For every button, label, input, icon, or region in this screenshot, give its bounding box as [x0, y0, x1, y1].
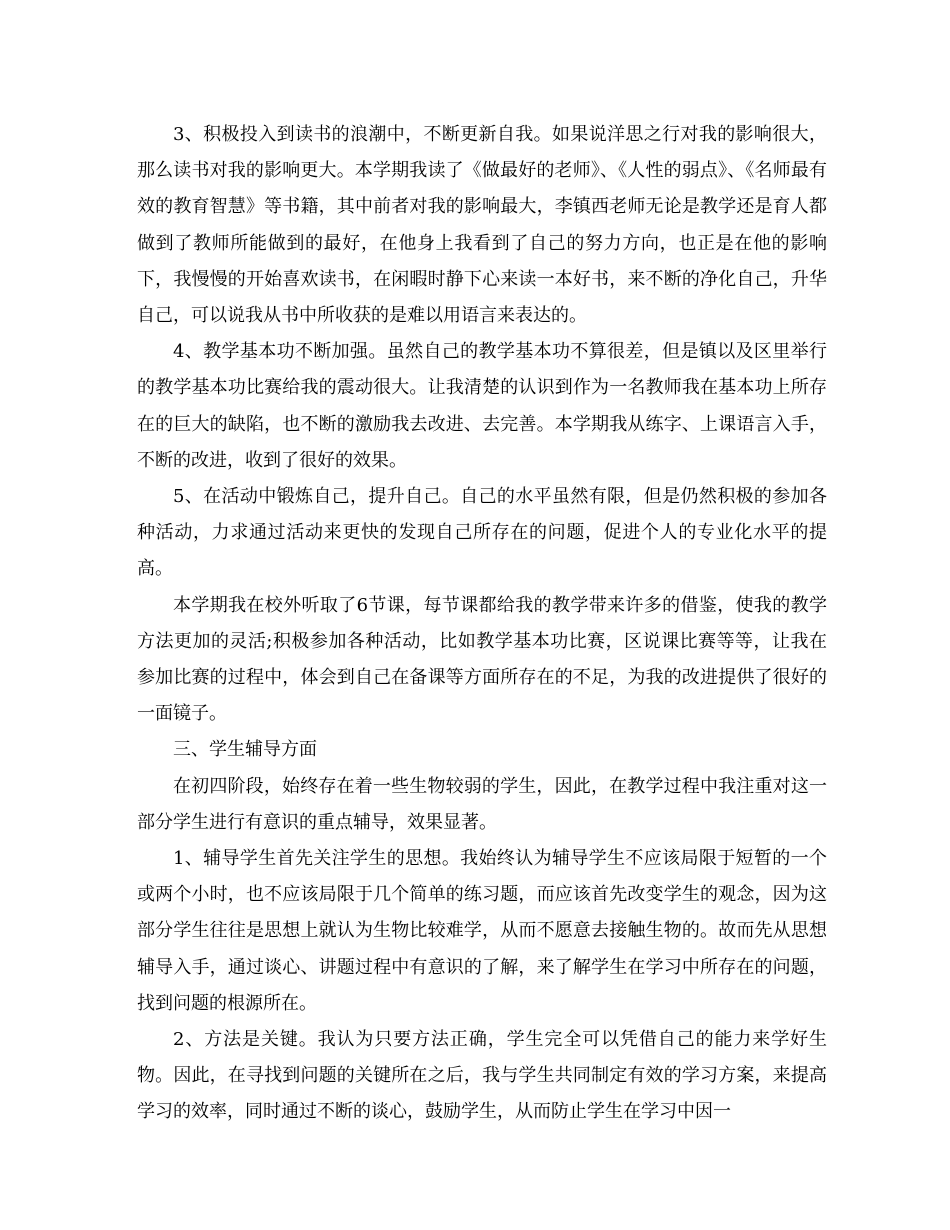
paragraph-reading: 3、积极投入到读书的浪潮中，不断更新自我。如果说洋思之行对我的影响很大，那么读书对我的影响更大。本学期我读了《做最好的老师》、《人性的弱点》、《名师最有效的教育智慧》等书籍，其中前者对我的影响最大，李镇西老师无论是教学还是育人都做到了教师所能做到的最好，在他身上我看到了自己的努力方向，也正是在他的影响下，我慢慢的开始喜欢读书，在闲暇时静下心来读一本好书，来不断的净化自己，升华自己，可以说我从书中所收获的是难以用语言来表达的。	[137, 124, 827, 327]
paragraph-tutoring-mindset: 1、辅导学生首先关注学生的思想。我始终认为辅导学生不应该局限于短暂的一个或两个小时，也不应该局限于几个简单的练习题，而应该首先改变学生的观念，因为这部分学生往往是思想上就认为生物比较难学，从而不愿意去接触生物的。故而先从思想辅导入手，通过谈心、讲题过程中有意识的了解，来了解学生在学习中所存在的问题，找到问题的根源所在。	[137, 848, 827, 1014]
paragraph-activities: 5、在活动中锻炼自己，提升自己。自己的水平虽然有限，但是仍然积极的参加各种活动，力求通过活动来更快的发现自己所存在的问题，促进个人的专业化水平的提高。	[137, 486, 827, 580]
section-heading-student-tutoring: 三、学生辅导方面	[173, 739, 317, 761]
document-body	[137, 117, 827, 1131]
paragraph-lesson-observation: 本学期我在校外听取了6节课，每节课都给我的教学带来许多的借鉴，使我的教学方法更加的灵活;积极参加各种活动，比如教学基本功比赛，区说课比赛等等，让我在参加比赛的过程中，体会到自己在备课等方面所存在的不足，为我的改进提供了很好的一面镜子。	[137, 594, 827, 725]
paragraph-tutoring-intro: 在初四阶段，始终存在着一些生物较弱的学生，因此，在教学过程中我注重对这一部分学生进行有意识的重点辅导，效果显著。	[137, 775, 827, 833]
paragraph-teaching-skills: 4、教学基本功不断加强。虽然自己的教学基本功不算很差，但是镇以及区里举行的教学基本功比赛给我的震动很大。让我清楚的认识到作为一名教师我在基本功上所存在的巨大的缺陷，也不断的激励我去改进、去完善。本学期我从练字、上课语言入手，不断的改进，收到了很好的效果。	[137, 341, 827, 471]
paragraph-tutoring-method: 2、方法是关键。我认为只要方法正确，学生完全可以凭借自己的能力来学好生物。因此，在寻找到问题的关键所在之后，我与学生共同制定有效的学习方案，来提高学习的效率，同时通过不断的谈心，鼓励学生，从而防止学生在学习中因一	[137, 1029, 827, 1123]
